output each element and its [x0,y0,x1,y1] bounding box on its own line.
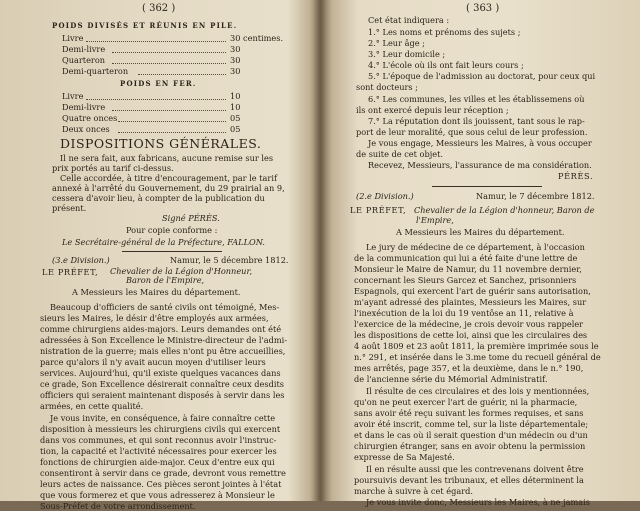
iron-label: Deux onces [62,124,110,134]
body-line: comme chirurgiens aides-majors. Leurs demandes ont été [40,324,282,334]
body-line: armées, en cette qualité. [40,401,144,411]
leader-dots [112,63,226,64]
body-line: nistration de la guerre; mais elles n'ont pu être accueillies, [40,346,286,356]
body-line: sans avoir été reçu suivant les formes requises, et sans [354,408,584,418]
page-number: ( 362 ) [142,3,176,14]
body-line: chirurgien étranger, sans en avoir obtenu la permission [354,441,586,451]
iron-heading: POIDS EN FER. [120,79,197,88]
body-line: m'ayant adressé des plaintes, Messieurs les Maires, sur [354,297,587,307]
list-line: 5.° L'époque de l'admission au doctorat, pour ceux qui [368,71,596,81]
body-line: Monsieur le Maire de Namur, du 11 novembre dernier, [354,264,582,274]
leader-dots [118,121,226,122]
prefet-honours: Chevalier de la Légion d'honneur, Baron de [414,205,595,215]
paragraph-line: prix portés au tarif ci-dessus. [52,163,174,173]
leader-dots [138,74,226,75]
division-label: (2.e Division.) [356,191,414,201]
body-line: ce grade, Son Excellence désirerait connaître ceux desdits [40,379,284,389]
leader-dots [112,52,226,53]
address-line: A Messieurs les Maires du département. [72,287,241,297]
weight-value: 30 centimes. [230,33,284,43]
paragraph-line: Il ne sera fait, aux fabricans, aucune remise sur les [60,153,274,163]
body-line: services. Aujourd'hui, qu'il existe quelques vacances dans [40,368,281,378]
paragraph-line: annexé à l'arrêté du Gouvernement, du 29 prairial an 9, [52,183,285,193]
leader-dots [86,99,226,100]
iron-value: 05 [230,113,241,123]
body-line: tion, la capacité et l'activité nécessaires pour exercer les [40,446,277,456]
section-rule [122,251,222,252]
list-line: Recevez, Messieurs, l'assurance de ma considération. [368,160,592,170]
paragraph-line: présent. [52,203,87,213]
iron-label: Livre [62,91,84,101]
body-line: dans vos communes, et qui sont reconnus avoir l'instruc- [40,435,277,445]
list-intro: Cet état indiquera : [368,15,450,25]
weight-value: 30 [230,66,241,76]
signature: Signé PÉRÈS. [162,213,220,223]
leader-dots [118,132,226,133]
list-line: port de leur moralité, que sous celui de leur profession. [356,127,588,137]
list-line: 7.° La réputation dont ils jouissent, tant sous le rap- [368,116,585,126]
page-number: ( 363 ) [466,3,500,14]
prefet-title: LE PRÉFET, [42,267,99,277]
weight-label: Livre [62,33,84,43]
body-line: Je vous invite, en conséquence, à faire connaître cette [50,413,276,423]
body-line: poursuivis devant les tribunaux, et elles déterminent la [354,475,584,485]
body-line: marche à suivre à cet égard. [354,486,473,496]
body-line: disposition à messieurs les chirurgiens civils qui exercent [40,424,281,434]
paragraph-line: Celle accordée, à titre d'encouragement, par le tarif [60,173,277,183]
body-line: Je vous invite donc, Messieurs les Maires, à ne jamais [366,497,590,507]
body-line: Il en résulte aussi que les contrevenans doivent être [366,464,584,474]
weight-label: Quarteron [62,55,106,65]
iron-value: 10 [230,102,241,112]
iron-label: Quatre onces [62,113,118,123]
body-line: avoir été inscrit, comme tel, sur la liste départementale; [354,419,589,429]
body-line: parce qu'alors il n'y avait aucun moyen d'utiliser leurs [40,357,266,367]
copy-conforme: Pour copie conforme : [126,225,218,235]
list-line: de suite de cet objet. [356,149,443,159]
weight-value: 30 [230,55,241,65]
prefet-title: LE PRÉFET, [350,205,407,215]
paragraph-line: cessera d'avoir lieu, à compter de la publication du [52,193,265,203]
body-line: Beaucoup d'officiers de santé civils ont témoigné, Mes- [50,302,280,312]
weight-value: 30 [230,44,241,54]
iron-label: Demi-livre [62,102,106,112]
list-line: 1.° Les noms et prénoms des sujets ; [368,27,521,37]
body-line: Sous-Préfet de votre arrondissement. [40,501,196,511]
body-line: officiers qui seraient maintenant disposés à servir dans les [40,390,285,400]
left-page [0,0,318,511]
list-line: sont docteurs ; [356,82,418,92]
body-line: qu'on ne peut exercer l'art de guérir, ni la pharmacie, [354,397,578,407]
body-line: leurs actes de naissance. Ces pièces seront jointes à l'état [40,479,282,489]
list-line: ils ont exercé depuis leur réception ; [356,105,509,115]
body-line: Il résulte de ces circulaires et des lois y mentionnées, [366,386,590,396]
list-line: Je vous engage, Messieurs les Maires, à vous occuper [368,138,592,148]
body-line: de l'ancienne série du Mémorial Administratif. [354,374,548,384]
body-line: l'inexécution de la loi du 19 ventôse an 11, relative à [354,308,574,318]
body-line: les dispositions de cette loi, ainsi que les circulaires des [354,330,588,340]
secretary-line: Le Secrétaire-général de la Préfecture, FALLON. [62,237,265,247]
body-line: fonctions de chirurgien aide-major. Ceux d'entre eux qui [40,457,275,467]
body-line: Le jury de médecine de ce département, à l'occasion [366,242,585,252]
leader-dots [86,41,226,42]
body-line: de la communication qui lui a été faite d'une lettre de [354,253,578,263]
list-line: 4.° L'école où ils ont fait leurs cours ; [368,60,524,70]
place-date: Namur, le 5 décembre 1812. [170,255,289,265]
list-line: 2.° Leur âge ; [368,38,425,48]
weights-heading: POIDS DIVISÉS ET RÉUNIS EN PILE. [52,21,238,30]
body-line: concernant les Sieurs Garcez et Sanchez, prisonniers [354,275,577,285]
body-line: adressées à Son Excellence le Ministre-directeur de l'admi- [40,335,288,345]
prefet-honours: Chevalier de la Légion d'Honneur, [110,266,253,276]
signature: PÉRÈS. [558,171,594,181]
general-title: DISPOSITIONS GÉNÉRALES. [60,136,262,151]
body-line: que vous formerez et que vous adresserez à Monsieur le [40,490,275,500]
list-line: 6.° Les communes, les villes et les établissemens où [368,94,585,104]
weight-label: Demi-livre [62,44,106,54]
weight-label: Demi-quarteron [62,66,129,76]
body-line: l'exercice de la médecine, je crois devoir vous rappeler [354,319,584,329]
body-line: Espagnols, qui exercent l'art de guérir sans autorisation, [354,286,591,296]
division-label: (3.e Division.) [52,255,110,265]
body-line: et dans le cas où il serait question d'un médecin ou d'un [354,430,588,440]
list-line: 3.° Leur domicile ; [368,49,446,59]
body-line: sieurs les Maires, le désir d'être employés aux armées, [40,313,269,323]
body-line: mes arrêtés, page 357, et la deuxième, dans le n.° 190, [354,363,584,373]
address-line: A Messieurs les Maires du département. [396,227,565,237]
body-line: 4 août 1809 et 23 août 1811, la première imprimée sous le [354,341,599,351]
prefet-honours: l'Empire, [416,215,454,225]
body-line: expresse de Sa Majesté. [354,452,455,462]
body-line: consentiront à servir dans ce grade, devront vous remettre [40,468,286,478]
iron-value: 10 [230,91,241,101]
prefet-honours: Baron de l'Empire, [126,275,205,285]
leader-dots [112,110,226,111]
place-date: Namur, le 7 décembre 1812. [476,191,595,201]
section-rule [432,186,542,187]
iron-value: 05 [230,124,241,134]
body-line: n.° 291, et insérée dans le 3.me tome du recueil général de [354,352,601,362]
right-page [322,0,640,507]
